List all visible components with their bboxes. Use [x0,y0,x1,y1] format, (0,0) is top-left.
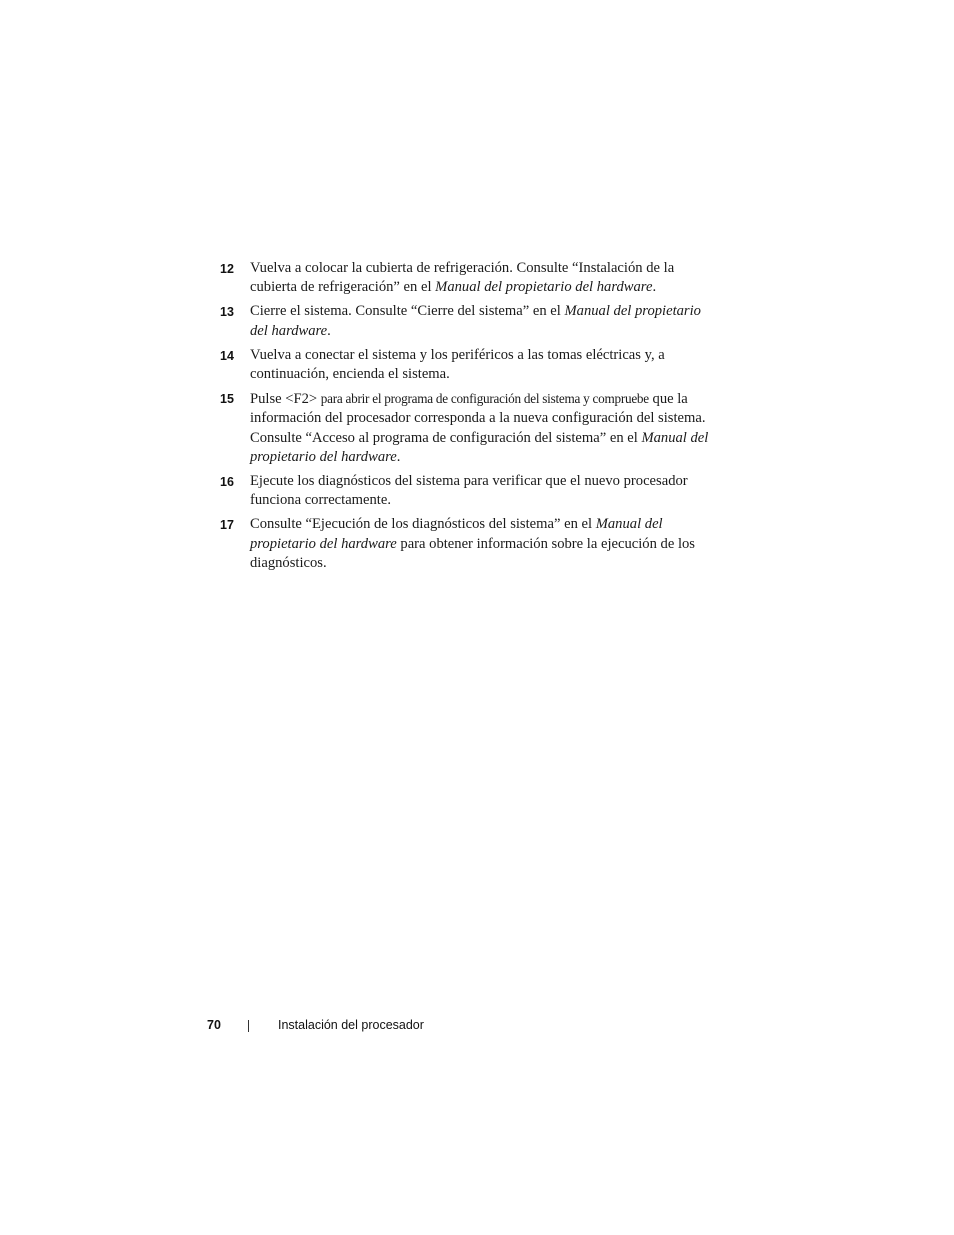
step-item [220,302,720,340]
step-text-run: para abrir el programa de configuración del sistema y compruebe [320,391,649,407]
step-item [220,346,720,384]
step-text-run: Cierre el sistema. Consulte “Cierre del sistema” en el [250,303,565,320]
step-text-run: Vuelva a colocar la cubierta de refrigeración. Consulte “Instalación de la cubierta de refrigeración” en el [250,260,675,296]
step-item [220,389,720,467]
step-text [250,346,720,384]
step-text-run: . [396,448,401,465]
step-number: 15 [220,392,234,407]
step-text-run: Pulse <F2> [250,391,321,408]
step-number: 14 [220,348,234,363]
step-text-run: Consulte “Ejecución de los diagnósticos del sistema” en el [250,516,596,533]
step-text-run: Ejecute los diagnósticos del sistema para verificar que el nuevo procesador funciona correctamente. [250,473,688,509]
step-text-run: . [327,322,331,339]
step-item [220,515,720,573]
manual-title: Manual del propietario del hardware [250,429,709,465]
procedure-steps [220,259,720,578]
step-number: 12 [220,262,234,276]
step-text-run: que la información del procesador corresponda a la nueva configuración del sistema. Consulte “Acceso al programa de configuración del sistema” en el [250,391,706,446]
step-text [250,515,720,573]
step-text [250,302,720,340]
step-text-run: . [652,279,657,296]
step-text-run: Vuelva a conectar el sistema y los periféricos a las tomas eléctricas y, a continuación, encienda el sistema. [250,346,665,383]
manual-title: Manual del propietario del hardware [435,279,653,296]
step-text [250,472,720,510]
step-text-run: para obtener información sobre la ejecución de los diagnósticos. [250,535,695,571]
footer-divider [248,1020,249,1032]
step-number: 16 [220,475,234,490]
step-text [250,259,720,297]
step-item [220,259,720,297]
step-number: 17 [220,518,234,533]
page-number: 70 [207,1018,221,1032]
chapter-title: Instalación del procesador [278,1018,424,1032]
step-number: 13 [220,305,234,320]
manual-title: Manual del propietario del hardware [250,303,701,339]
step-text [250,389,720,467]
manual-title: Manual del propietario del hardware [250,516,663,552]
step-item [220,472,720,510]
